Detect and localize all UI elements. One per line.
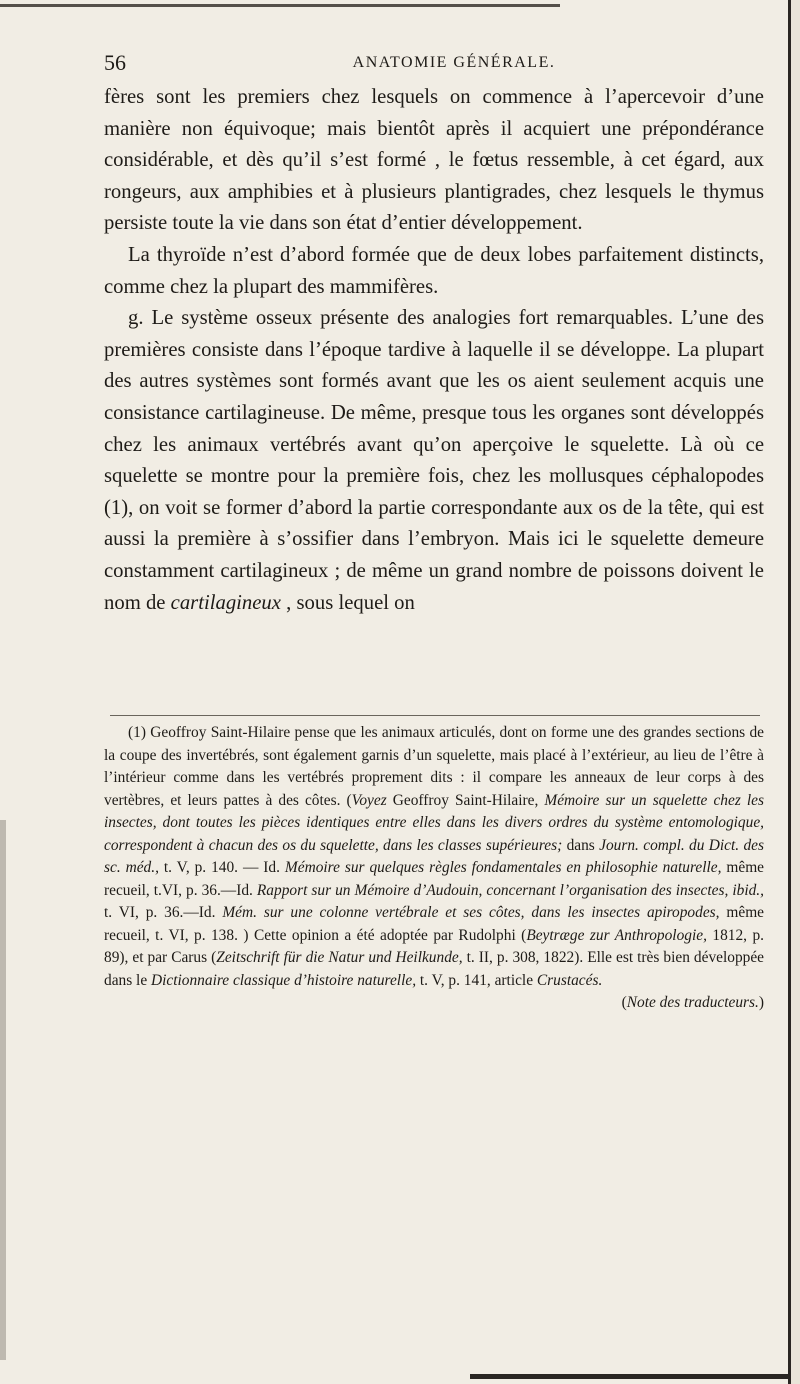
note-open: (	[621, 994, 627, 1011]
paragraph-1: fères sont les premiers chez lesquels on commence à l’apercevoir d’une manière non équivoque; mais bientôt après il acquiert une prépondérance considérable, et dès qu’il s’est formé , le fœtus ressemble, à cet égard, aux rongeurs, aux amphibies et à plusieurs plantigrades, chez lesquels le thymus persiste toute la vie dans son état d’entier développement.	[104, 86, 764, 235]
paragraph-2: La thyroïde n’est d’abord formée que de deux lobes parfaitement distincts, comme chez la plupart des mammifères.	[104, 243, 764, 298]
fn-i10: Crustacés.	[536, 971, 603, 989]
footnote	[104, 722, 764, 1015]
footnote-text	[104, 722, 764, 992]
fn-i4: Mémoire sur quelques règles fondamentales en philosophie naturelle,	[284, 859, 722, 876]
page-header	[104, 44, 764, 84]
translators-note	[104, 992, 764, 1015]
note-italic: Note des traducteurs.	[626, 994, 759, 1011]
fn-t5: même recueil, t.VI, p. 36.—Id.	[104, 859, 765, 899]
paragraph-3	[104, 303, 764, 619]
note-close: )	[758, 994, 764, 1011]
fn-i2: Mémoire sur un squelette chez les insectes, dont toutes les pièces identiques entre elles dans les divers ordres du système entomologique, correspondent à chacun des os du squelette, dans les classes supérieures;	[104, 791, 764, 854]
running-head: ANATOMIE GÉNÉRALE.	[352, 54, 556, 71]
paragraph-3-italic: cartilagineux	[170, 591, 281, 614]
fn-t7: même recueil, t. VI, p. 138. ) Cette opinion a été adoptée par Rudolphi (	[104, 904, 764, 944]
main-text	[104, 82, 764, 619]
fn-i6: Mém. sur une colonne vertébrale et ses côtes, dans les insectes apiropodes,	[222, 904, 720, 921]
fn-t6: t. VI, p. 36.—Id.	[104, 904, 223, 921]
fn-t4: t. V, p. 140. — Id.	[158, 859, 285, 876]
fn-i8: Zeitschrift für die Natur und Heilkunde,	[216, 949, 463, 966]
top-edge-rule	[0, 4, 560, 7]
fn-t2: Geoffroy Saint-Hilaire,	[386, 791, 545, 809]
fn-t1: (1) Geoffroy Saint-Hilaire pense que les animaux articulés, dont on forme une des grandes sections de la coupe des invertébrés, sont également garnis d’un squelette, mais placé à l’extérieur, au lieu de l’être à l’intérieur comme dans les vertébrés proprement dits : il compare les anneaux de leur corps à des vertèbres, et leurs pattes à des côtes. (	[104, 724, 764, 809]
fn-i9: Dictionnaire classique d’histoire naturelle,	[151, 971, 417, 989]
fn-i7: Beytræge zur Anthropologie,	[526, 926, 707, 944]
fn-t3: dans	[562, 836, 600, 854]
fn-i3: Journ. compl. du Dict. des sc. méd.,	[104, 836, 764, 876]
page-number: 56	[104, 50, 126, 75]
fn-t8: 1812, p. 89), et par Carus (	[104, 926, 764, 966]
page-edge-shadow	[0, 820, 6, 1360]
fn-i5: Rapport sur un Mémoire d’Audouin, concernant l’organisation des insectes, ibid.,	[256, 881, 764, 899]
fn-t10: t. V, p. 141, article	[416, 971, 537, 989]
paragraph-3-text-b: , sous lequel on	[280, 591, 415, 614]
fn-t9: t. II, p. 308, 1822). Elle est très bien développée dans le	[104, 949, 765, 989]
footnote-separator	[110, 715, 760, 716]
paragraph-3-text-a: g. Le système osseux présente des analogies fort remarquables. L’une des premières consiste dans l’époque tardive à laquelle il se développe. La plupart des autres systèmes sont formés avant que les os aient seulement acquis une consistance cartilagineuse. De même, presque tous les organes sont développés chez les animaux vertébrés avant qu’on aperçoive le squelette. Là où ce squelette se montre pour la première fois, chez les mollusques céphalopodes (1), on voit se former d’abord la partie correspondante aux os de la tête, qui est aussi la première à s’ossifier dans l’embryon. Mais ici le squelette demeure constamment cartilagineux ; de même un grand nombre de poissons doivent le nom de	[104, 307, 764, 614]
fn-i1: Voyez	[351, 791, 387, 809]
bottom-edge-rule	[470, 1374, 788, 1379]
